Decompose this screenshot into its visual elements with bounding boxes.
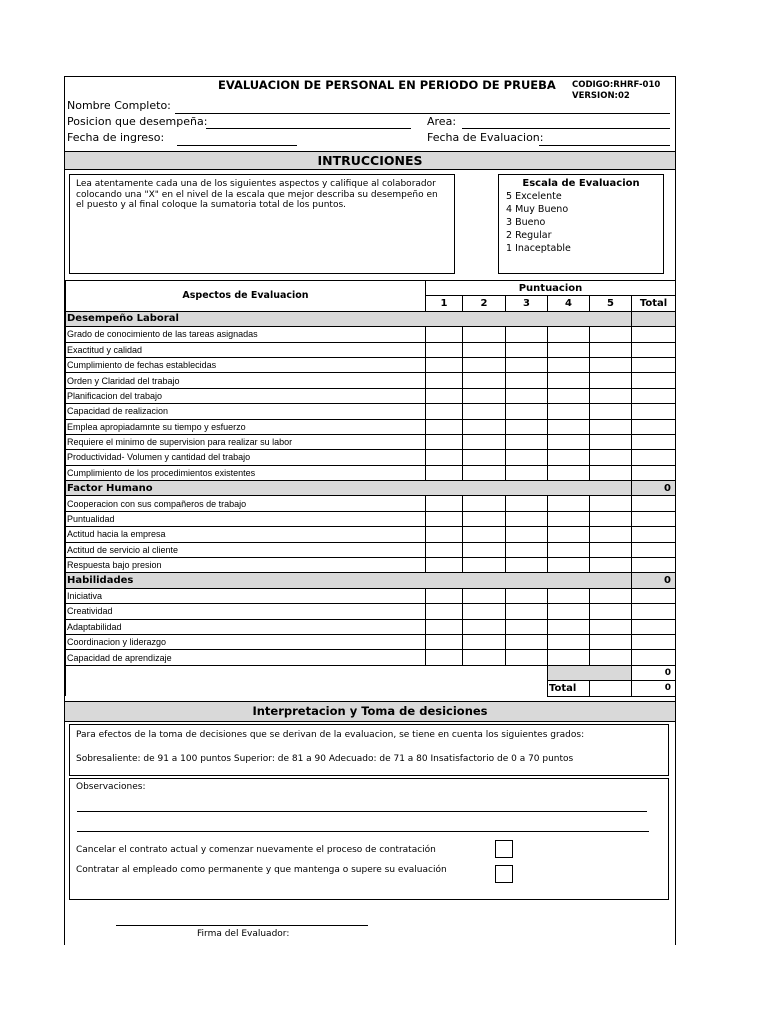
aspect-label: Respuesta bajo presion bbox=[66, 558, 426, 573]
score-cell-3[interactable] bbox=[506, 650, 548, 665]
instructions-heading: INTRUCCIONES bbox=[65, 151, 675, 170]
col-4: 4 bbox=[548, 296, 590, 311]
aspect-label: Requiere el minimo de supervision para realizar su labor bbox=[66, 434, 426, 449]
col-2: 2 bbox=[463, 296, 506, 311]
score-cell-4[interactable] bbox=[548, 357, 590, 372]
score-cell-3[interactable] bbox=[506, 342, 548, 357]
score-cell-2[interactable] bbox=[463, 357, 506, 372]
score-cell-2[interactable] bbox=[463, 327, 506, 342]
scale-title: Escala de Evaluacion bbox=[522, 178, 640, 189]
score-cell-3[interactable] bbox=[506, 388, 548, 403]
score-cell-1[interactable] bbox=[426, 465, 463, 480]
row-total-cell[interactable] bbox=[632, 388, 676, 403]
score-cell-5[interactable] bbox=[590, 650, 632, 665]
score-cell-3[interactable] bbox=[506, 434, 548, 449]
score-cell-5[interactable] bbox=[590, 465, 632, 480]
evaluation-form bbox=[64, 76, 676, 945]
score-cell-3[interactable] bbox=[506, 634, 548, 649]
table-row bbox=[66, 558, 676, 573]
score-cell-1[interactable] bbox=[426, 388, 463, 403]
score-cell-3[interactable] bbox=[506, 558, 548, 573]
subtotal-shade bbox=[548, 665, 632, 680]
score-cell-5[interactable] bbox=[590, 388, 632, 403]
start-date-field[interactable] bbox=[177, 145, 297, 146]
score-cell-2[interactable] bbox=[463, 604, 506, 619]
score-cell-4[interactable] bbox=[548, 450, 590, 465]
score-cell-2[interactable] bbox=[463, 465, 506, 480]
aspect-label: Productividad- Volumen y cantidad del trabajo bbox=[66, 450, 426, 465]
aspect-label: Actitud hacia la empresa bbox=[66, 527, 426, 542]
score-cell-2[interactable] bbox=[463, 527, 506, 542]
scale-box bbox=[498, 174, 664, 274]
instructions-box bbox=[69, 174, 455, 274]
table-row bbox=[66, 388, 676, 403]
aspect-label: Coordinacion y liderazgo bbox=[66, 634, 426, 649]
subtotal-row bbox=[66, 665, 676, 680]
score-cell-5[interactable] bbox=[590, 434, 632, 449]
score-cell-1[interactable] bbox=[426, 419, 463, 434]
eval-date-label: Fecha de Evaluacion: bbox=[427, 131, 544, 144]
table-row bbox=[66, 650, 676, 665]
row-total-cell[interactable] bbox=[632, 588, 676, 603]
subtotal-spacer bbox=[66, 665, 548, 680]
score-cell-3[interactable] bbox=[506, 496, 548, 511]
scale-2: 2 Regular bbox=[506, 230, 552, 241]
section-total bbox=[632, 311, 676, 326]
aspect-label: Capacidad de aprendizaje bbox=[66, 650, 426, 665]
section-total: 0 bbox=[632, 573, 676, 588]
total-spacer bbox=[66, 681, 548, 696]
col-1: 1 bbox=[426, 296, 463, 311]
score-cell-3[interactable] bbox=[506, 357, 548, 372]
score-cell-2[interactable] bbox=[463, 511, 506, 526]
scale-4: 4 Muy Bueno bbox=[506, 204, 569, 215]
score-cell-2[interactable] bbox=[463, 404, 506, 419]
score-cell-1[interactable] bbox=[426, 527, 463, 542]
score-cell-5[interactable] bbox=[590, 342, 632, 357]
table-row bbox=[66, 357, 676, 372]
score-cell-5[interactable] bbox=[590, 619, 632, 634]
score-cell-5[interactable] bbox=[590, 527, 632, 542]
form-code: CODIGO:RHRF-010 bbox=[572, 80, 661, 90]
hire-employee-checkbox[interactable] bbox=[495, 865, 513, 883]
score-cell-5[interactable] bbox=[590, 604, 632, 619]
scale-3: 3 Bueno bbox=[506, 217, 546, 228]
score-cell-4[interactable] bbox=[548, 496, 590, 511]
score-cell-4[interactable] bbox=[548, 558, 590, 573]
score-cell-5[interactable] bbox=[590, 511, 632, 526]
score-cell-1[interactable] bbox=[426, 619, 463, 634]
score-cell-1[interactable] bbox=[426, 357, 463, 372]
score-cell-5[interactable] bbox=[590, 588, 632, 603]
area-label: Area: bbox=[427, 115, 457, 128]
score-cell-3[interactable] bbox=[506, 327, 548, 342]
aspect-label: Actitud de servicio al cliente bbox=[66, 542, 426, 557]
interpretation-heading: Interpretacion y Toma de desiciones bbox=[65, 701, 675, 722]
form-version: VERSION:02 bbox=[572, 91, 630, 101]
score-cell-1[interactable] bbox=[426, 650, 463, 665]
score-cell-4[interactable] bbox=[548, 373, 590, 388]
score-cell-3[interactable] bbox=[506, 419, 548, 434]
section-row bbox=[66, 573, 676, 588]
section-name: Desempeño Laboral bbox=[66, 311, 632, 326]
score-cell-3[interactable] bbox=[506, 511, 548, 526]
table-row bbox=[66, 604, 676, 619]
score-cell-5[interactable] bbox=[590, 496, 632, 511]
table-row bbox=[66, 527, 676, 542]
score-cell-3[interactable] bbox=[506, 604, 548, 619]
score-cell-1[interactable] bbox=[426, 342, 463, 357]
aspect-label: Puntualidad bbox=[66, 511, 426, 526]
score-cell-5[interactable] bbox=[590, 419, 632, 434]
section-row bbox=[66, 311, 676, 326]
signature-label: Firma del Evaluador: bbox=[197, 929, 290, 939]
total-value: 0 bbox=[632, 681, 676, 696]
score-cell-3[interactable] bbox=[506, 450, 548, 465]
score-cell-3[interactable] bbox=[506, 588, 548, 603]
row-total-cell[interactable] bbox=[632, 527, 676, 542]
signature-line[interactable] bbox=[116, 925, 368, 926]
table-row bbox=[66, 404, 676, 419]
position-field[interactable] bbox=[206, 128, 411, 129]
total-gap bbox=[590, 681, 632, 696]
row-total-cell[interactable] bbox=[632, 542, 676, 557]
aspect-label: Exactitud y calidad bbox=[66, 342, 426, 357]
interpretation-line1: Para efectos de la toma de decisiones que se derivan de la evaluacion, se tiene en cuenta los siguientes grados: bbox=[76, 730, 585, 740]
name-field[interactable] bbox=[175, 113, 670, 114]
score-cell-1[interactable] bbox=[426, 558, 463, 573]
subtotal-value: 0 bbox=[632, 665, 676, 680]
row-total-cell[interactable] bbox=[632, 373, 676, 388]
row-total-cell[interactable] bbox=[632, 558, 676, 573]
score-cell-4[interactable] bbox=[548, 511, 590, 526]
instructions-text: Lea atentamente cada una de los siguientes aspectos y califique al colaborador colocando una "X" en el nivel de la escala que mejor describa su desempeño en el puesto y al final coloque la sumatoria total de los puntos. bbox=[76, 179, 438, 210]
score-cell-5[interactable] bbox=[590, 634, 632, 649]
score-cell-1[interactable] bbox=[426, 327, 463, 342]
row-total-cell[interactable] bbox=[632, 419, 676, 434]
interpretation-line2: Sobresaliente: de 91 a 100 puntos Superior: de 81 a 90 Adecuado: de 71 a 80 Insatisfactorio de 0 a 70 puntos bbox=[76, 754, 574, 764]
row-total-cell[interactable] bbox=[632, 604, 676, 619]
aspects-header: Aspectos de Evaluacion bbox=[66, 281, 426, 312]
section-total: 0 bbox=[632, 481, 676, 496]
score-cell-5[interactable] bbox=[590, 558, 632, 573]
score-cell-5[interactable] bbox=[590, 357, 632, 372]
score-cell-4[interactable] bbox=[548, 327, 590, 342]
aspect-label: Iniciativa bbox=[66, 588, 426, 603]
score-cell-1[interactable] bbox=[426, 588, 463, 603]
score-cell-4[interactable] bbox=[548, 465, 590, 480]
row-total-cell[interactable] bbox=[632, 511, 676, 526]
score-cell-4[interactable] bbox=[548, 650, 590, 665]
aspect-label: Grado de conocimiento de las tareas asignadas bbox=[66, 327, 426, 342]
score-cell-4[interactable] bbox=[548, 404, 590, 419]
score-cell-2[interactable] bbox=[463, 650, 506, 665]
position-label: Posicion que desempeña: bbox=[67, 115, 208, 128]
table-row bbox=[66, 450, 676, 465]
table-row bbox=[66, 496, 676, 511]
aspect-label: Emplea apropiadamnte su tiempo y esfuerzo bbox=[66, 419, 426, 434]
score-cell-4[interactable] bbox=[548, 542, 590, 557]
score-cell-3[interactable] bbox=[506, 527, 548, 542]
score-cell-3[interactable] bbox=[506, 373, 548, 388]
score-cell-5[interactable] bbox=[590, 327, 632, 342]
evaluation-table bbox=[65, 280, 676, 697]
row-total-cell[interactable] bbox=[632, 434, 676, 449]
score-cell-3[interactable] bbox=[506, 404, 548, 419]
scale-5: 5 Excelente bbox=[506, 191, 562, 202]
score-cell-1[interactable] bbox=[426, 496, 463, 511]
observations-label: Observaciones: bbox=[76, 782, 146, 792]
table-row bbox=[66, 434, 676, 449]
score-header: Puntuacion bbox=[426, 281, 676, 296]
table-row bbox=[66, 542, 676, 557]
section-name: Habilidades bbox=[66, 573, 632, 588]
table-row bbox=[66, 465, 676, 480]
hire-employee-label: Contratar al empleado como permanente y que mantenga o supere su evaluación bbox=[76, 865, 447, 875]
aspect-label: Cumplimiento de fechas establecidas bbox=[66, 357, 426, 372]
cancel-contract-label: Cancelar el contrato actual y comenzar nuevamente el proceso de contratación bbox=[76, 845, 436, 855]
score-cell-2[interactable] bbox=[463, 634, 506, 649]
col-3: 3 bbox=[506, 296, 548, 311]
scale-1: 1 Inaceptable bbox=[506, 243, 571, 254]
aspect-label: Adaptabilidad bbox=[66, 619, 426, 634]
score-cell-2[interactable] bbox=[463, 619, 506, 634]
eval-date-field[interactable] bbox=[539, 145, 670, 146]
row-total-cell[interactable] bbox=[632, 650, 676, 665]
score-cell-1[interactable] bbox=[426, 511, 463, 526]
area-field[interactable] bbox=[462, 128, 670, 129]
score-cell-4[interactable] bbox=[548, 619, 590, 634]
score-cell-1[interactable] bbox=[426, 404, 463, 419]
observations-line-1[interactable] bbox=[77, 811, 647, 812]
start-date-label: Fecha de ingreso: bbox=[67, 131, 165, 144]
name-label: Nombre Completo: bbox=[67, 99, 171, 112]
row-total-cell[interactable] bbox=[632, 619, 676, 634]
table-row bbox=[66, 342, 676, 357]
score-cell-1[interactable] bbox=[426, 450, 463, 465]
row-total-cell[interactable] bbox=[632, 357, 676, 372]
total-label: Total bbox=[548, 681, 590, 696]
score-cell-4[interactable] bbox=[548, 527, 590, 542]
row-total-cell[interactable] bbox=[632, 327, 676, 342]
section-name: Factor Humano bbox=[66, 481, 632, 496]
score-cell-5[interactable] bbox=[590, 450, 632, 465]
table-row bbox=[66, 588, 676, 603]
score-cell-4[interactable] bbox=[548, 588, 590, 603]
aspect-label: Planificacion del trabajo bbox=[66, 388, 426, 403]
table-row bbox=[66, 327, 676, 342]
score-cell-1[interactable] bbox=[426, 373, 463, 388]
score-cell-4[interactable] bbox=[548, 388, 590, 403]
score-cell-1[interactable] bbox=[426, 634, 463, 649]
row-total-cell[interactable] bbox=[632, 342, 676, 357]
score-cell-2[interactable] bbox=[463, 558, 506, 573]
score-cell-1[interactable] bbox=[426, 434, 463, 449]
row-total-cell[interactable] bbox=[632, 496, 676, 511]
aspect-label: Cumplimiento de los procedimientos existentes bbox=[66, 465, 426, 480]
observations-box bbox=[69, 778, 669, 900]
score-cell-2[interactable] bbox=[463, 342, 506, 357]
score-cell-2[interactable] bbox=[463, 373, 506, 388]
score-cell-4[interactable] bbox=[548, 434, 590, 449]
score-cell-4[interactable] bbox=[548, 634, 590, 649]
table-row bbox=[66, 511, 676, 526]
row-total-cell[interactable] bbox=[632, 450, 676, 465]
row-total-cell[interactable] bbox=[632, 465, 676, 480]
observations-line-2[interactable] bbox=[77, 831, 649, 832]
score-cell-5[interactable] bbox=[590, 373, 632, 388]
table-row bbox=[66, 373, 676, 388]
score-cell-2[interactable] bbox=[463, 388, 506, 403]
section-row bbox=[66, 481, 676, 496]
score-cell-3[interactable] bbox=[506, 542, 548, 557]
score-cell-4[interactable] bbox=[548, 342, 590, 357]
score-cell-2[interactable] bbox=[463, 419, 506, 434]
form-title: EVALUACION DE PERSONAL EN PERIODO DE PRUEBA bbox=[218, 78, 556, 92]
interpretation-box bbox=[69, 724, 669, 776]
total-row bbox=[66, 681, 676, 696]
row-total-cell[interactable] bbox=[632, 404, 676, 419]
score-cell-3[interactable] bbox=[506, 465, 548, 480]
table-row bbox=[66, 619, 676, 634]
score-cell-3[interactable] bbox=[506, 619, 548, 634]
score-cell-5[interactable] bbox=[590, 404, 632, 419]
score-cell-2[interactable] bbox=[463, 496, 506, 511]
aspect-label: Creatividad bbox=[66, 604, 426, 619]
aspect-label: Cooperacion con sus compañeros de trabajo bbox=[66, 496, 426, 511]
row-total-cell[interactable] bbox=[632, 634, 676, 649]
score-cell-1[interactable] bbox=[426, 542, 463, 557]
aspect-label: Orden y Claridad del trabajo bbox=[66, 373, 426, 388]
score-cell-2[interactable] bbox=[463, 450, 506, 465]
score-cell-2[interactable] bbox=[463, 588, 506, 603]
table-row bbox=[66, 634, 676, 649]
aspect-label: Capacidad de realizacion bbox=[66, 404, 426, 419]
score-cell-2[interactable] bbox=[463, 434, 506, 449]
score-cell-5[interactable] bbox=[590, 542, 632, 557]
col-5: 5 bbox=[590, 296, 632, 311]
table-row bbox=[66, 419, 676, 434]
score-cell-2[interactable] bbox=[463, 542, 506, 557]
score-cell-4[interactable] bbox=[548, 419, 590, 434]
score-cell-4[interactable] bbox=[548, 604, 590, 619]
col-total: Total bbox=[632, 296, 676, 311]
score-cell-1[interactable] bbox=[426, 604, 463, 619]
cancel-contract-checkbox[interactable] bbox=[495, 840, 513, 858]
